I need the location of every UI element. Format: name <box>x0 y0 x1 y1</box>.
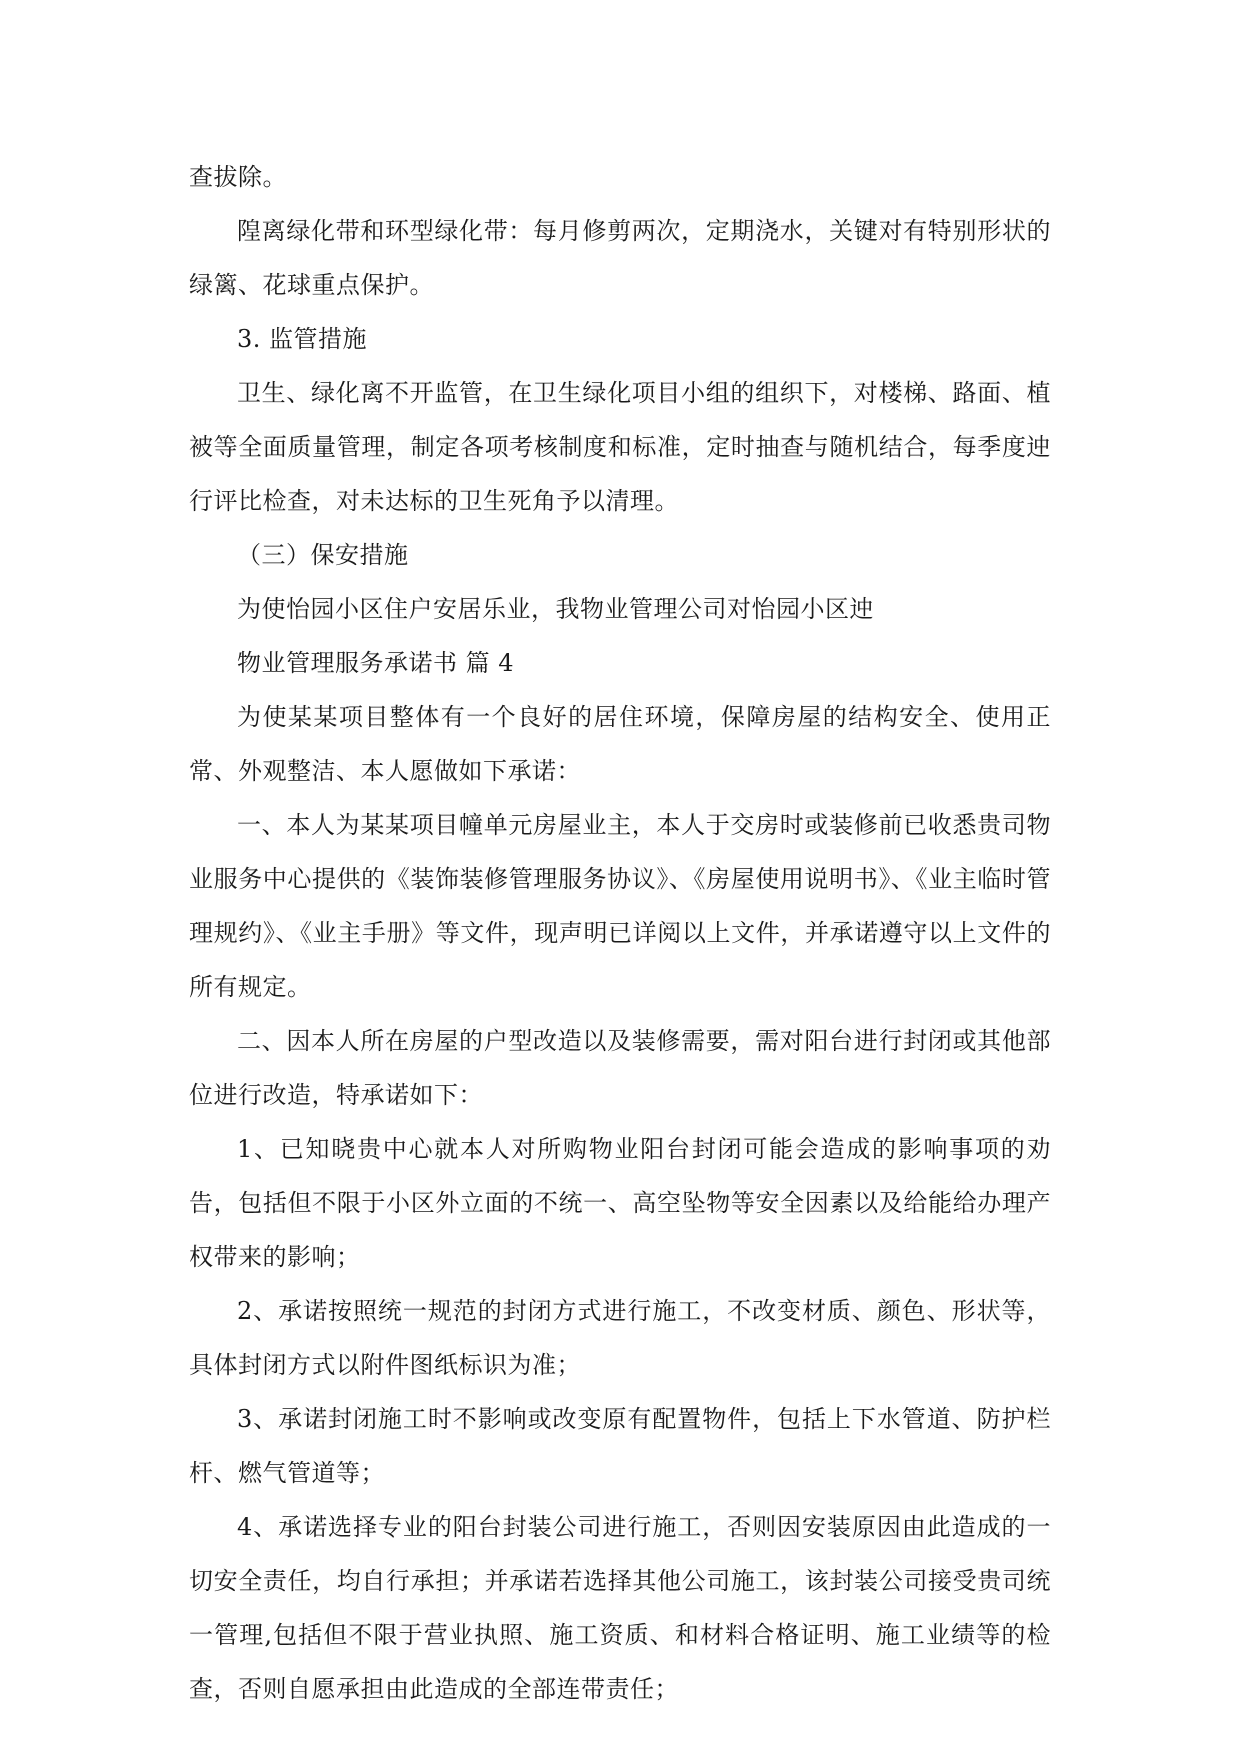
paragraph: 一、本人为某某项目幢单元房屋业主，本人于交房时或装修前已收悉贵司物业服务中心提供的《装饰装修管理服务协议》、《房屋使用说明书》、《业主临时管理规约》、《业主手册》等文件，现声明已详阅以上文件，并承诺遵守以上文件的所有规定。 <box>189 811 1051 1001</box>
paragraph: 为使怡园小区住户安居乐业，我物业管理公司对怡园小区迚 <box>237 595 874 623</box>
document-body <box>189 150 1051 1716</box>
paragraph: 物业管理服务承诺书 篇 4 <box>237 649 515 677</box>
paragraph: 隍离绿化带和环型绿化带：每月修剪两次，定期浇水，关键对有特别形状的绿篱、花球重点保护。 <box>189 217 1051 299</box>
paragraph: 2、承诺按照统一规范的封闭方式进行施工，不改变材质、颜色、形状等，具体封闭方式以附件图纸标识为准； <box>189 1297 1051 1379</box>
paragraph: 4、承诺选择专业的阳台封装公司进行施工，否则因安装原因由此造成的一切安全责任，均自行承担；并承诺若选择其他公司施工，该封装公司接受贵司统一管理,包括但不限于营业执照、施工资质、和材料合格证明、施工业绩等的检查，否则自愿承担由此造成的全部连带责任； <box>189 1513 1051 1703</box>
paragraph: （三）保安措施 <box>237 541 409 569</box>
paragraph: 3. 监管措施 <box>237 325 368 353</box>
paragraph: 卫生、绿化离不开监管，在卫生绿化项目小组的组织下，对楼梯、路面、植被等全面质量管理，制定各项考核制度和标准，定时抽查与随机结合，每季度迚行评比检查，对未达标的卫生死角予以清理。 <box>189 379 1051 515</box>
paragraph: 3、承诺封闭施工时不影响或改变原有配置物件，包括上下水管道、防护栏杆、燃气管道等； <box>189 1405 1051 1487</box>
paragraph: 查拔除。 <box>189 163 287 191</box>
paragraph: 为使某某项目整体有一个良好的居住环境，保障房屋的结构安全、使用正常、外观整洁、本人愿做如下承诺： <box>189 703 1051 785</box>
paragraph: 1、已知晓贵中心就本人对所购物业阳台封闭可能会造成的影响事项的劝告，包括但不限于小区外立面的不统一、高空坠物等安全因素以及给能给办理产权带来的影响； <box>189 1135 1051 1271</box>
paragraph: 二、因本人所在房屋的户型改造以及装修需要，需对阳台进行封闭或其他部位进行改造，特承诺如下： <box>189 1027 1051 1109</box>
